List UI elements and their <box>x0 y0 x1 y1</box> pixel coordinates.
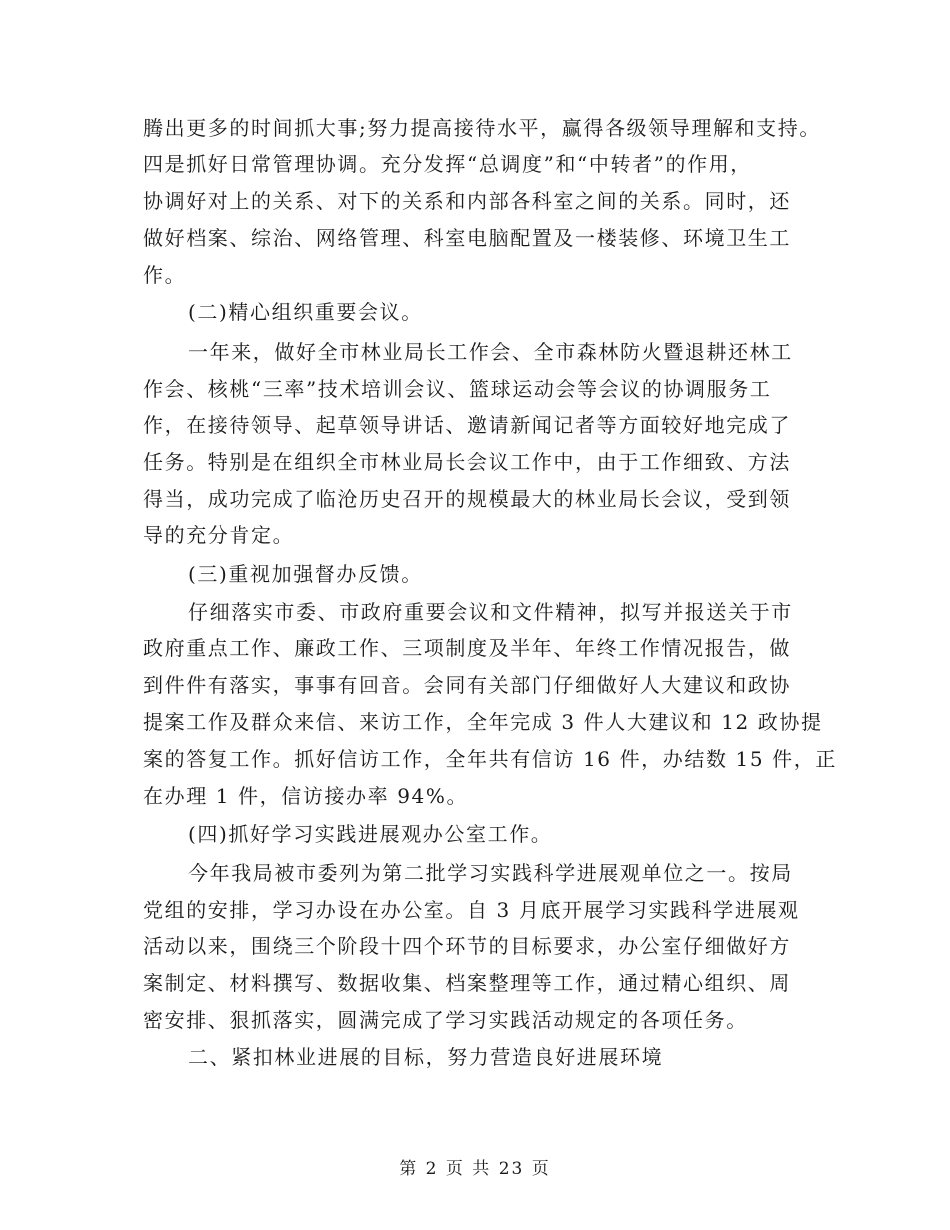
text-line: 政府重点工作、廉政工作、三项制度及半年、年终工作情况报告，做 <box>143 636 791 660</box>
text-line: 作。 <box>143 263 187 287</box>
section-heading: (四)抓好学习实践进展观办公室工作。 <box>188 822 553 846</box>
text-line: 任务。特别是在组织全市林业局长会议工作中，由于工作细致、方法 <box>143 450 791 474</box>
text-line: 在办理 1 件，信访接办率 94%。 <box>143 784 469 808</box>
text-line: 做好档案、综治、网络管理、科室电脑配置及一楼装修、环境卫生工 <box>143 226 791 250</box>
section-heading: (三)重视加强督办反馈。 <box>188 562 423 586</box>
text-line: 案制定、材料撰写、数据收集、档案整理等工作，通过精心组织、周 <box>143 971 791 995</box>
text-line: 仔细落实市委、市政府重要会议和文件精神，拟写并报送关于市 <box>188 600 793 624</box>
text-line: 腾出更多的时间抓大事;努力提高接待水平，赢得各级领导理解和支持。 <box>143 116 821 140</box>
text-line: 密安排、狠抓落实，圆满完成了学习实践活动规定的各项任务。 <box>143 1008 748 1032</box>
text-line: 导的充分肯定。 <box>143 523 295 547</box>
text-line: 作，在接待领导、起草领导讲话、邀请新闻记者等方面较好地完成了 <box>143 413 791 437</box>
text-line: 案的答复工作。抓好信访工作，全年共有信访 16 件，办结数 15 件，正 <box>143 747 837 771</box>
text-line: 党组的安排，学习办设在办公室。自 3 月底开展学习实践科学进展观 <box>143 898 800 922</box>
text-line: 活动以来，围绕三个阶段十四个环节的目标要求，办公室仔细做好方 <box>143 934 791 958</box>
text-line: 作会、核桃“三率”技术培训会议、篮球运动会等会议的协调服务工 <box>143 377 772 401</box>
text-line: 到件件有落实，事事有回音。会同有关部门仔细做好人大建议和政协 <box>143 673 791 697</box>
page-number: 第 2 页 共 23 页 <box>399 1159 551 1179</box>
section-heading: (二)精心组织重要会议。 <box>188 300 423 324</box>
text-line: 得当，成功完成了临沧历史召开的规模最大的林业局长会议，受到领 <box>143 487 791 511</box>
text-line: 一年来，做好全市林业局长工作会、全市森林防火暨退耕还林工 <box>188 340 793 364</box>
text-line: 提案工作及群众来信、来访工作，全年完成 3 件人大建议和 12 政协提 <box>143 710 823 734</box>
text-line: 今年我局被市委列为第二批学习实践科学进展观单位之一。按局 <box>188 861 793 885</box>
text-line: 四是抓好日常管理协调。充分发挥“总调度”和“中转者”的作用， <box>143 152 752 176</box>
chapter-heading: 二、紧扣林业进展的目标，努力营造良好进展环境 <box>188 1045 664 1069</box>
text-line: 协调好对上的关系、对下的关系和内部各科室之间的关系。同时，还 <box>143 189 791 213</box>
